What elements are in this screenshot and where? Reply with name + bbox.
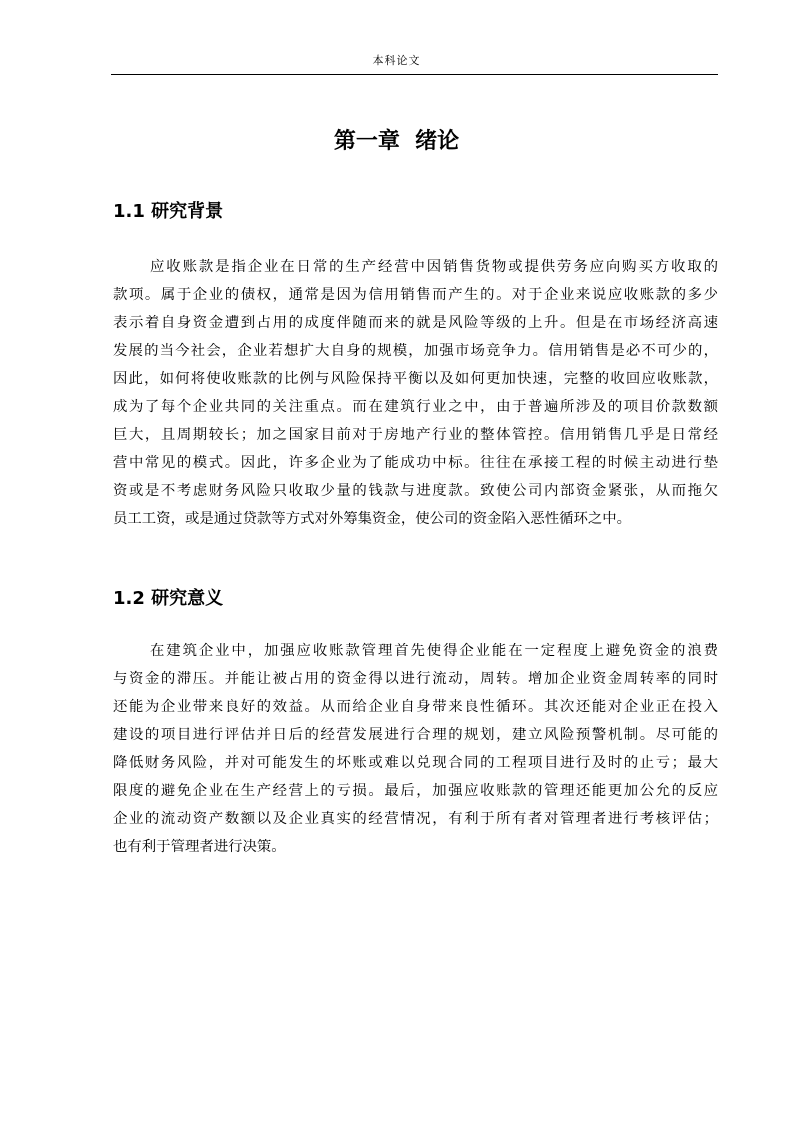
text-line: 企业的流动资产数额以及企业真实的经营情况，有利于所有者对管理者进行考核评估； bbox=[113, 811, 718, 827]
section-heading-significance: 1.2 研究意义 bbox=[113, 588, 224, 609]
header-text: 本科论文 bbox=[372, 54, 421, 67]
section-heading-background: 1.1 研究背景 bbox=[113, 201, 224, 222]
text-line: 发展的当今社会，企业若想扩大自身的规模，加强市场竞争力。信用销售是必不可少的， bbox=[113, 343, 718, 359]
header-divider bbox=[111, 74, 718, 75]
text-line: 建设的项目进行评估并日后的经营发展进行合理的规划，建立风险预警机制。尽可能的 bbox=[113, 727, 718, 743]
section-body-significance bbox=[113, 637, 718, 861]
text-line: 员工工资，或是通过贷款等方式对外筹集资金，使公司的资金陷入恶性循环之中。 bbox=[113, 511, 632, 527]
text-line: 也有利于管理者进行决策。 bbox=[113, 839, 286, 855]
text-line: 应收账款是指企业在日常的生产经营中因销售货物或提供劳务应向购买方收取的 bbox=[150, 259, 718, 275]
text-line: 限度的避免企业在生产经营上的亏损。最后，加强应收账款的管理还能更加公允的反应 bbox=[113, 783, 718, 799]
text-line: 款项。属于企业的债权，通常是因为信用销售而产生的。对于企业来说应收账款的多少 bbox=[113, 287, 718, 303]
text-line: 与资金的滞压。并能让被占用的资金得以进行流动，周转。增加企业资金周转率的同时 bbox=[113, 671, 718, 687]
chapter-title: 第一章 绪论 bbox=[333, 129, 460, 154]
section-body-background bbox=[113, 253, 718, 533]
text-line: 因此，如何将使收账款的比例与风险保持平衡以及如何更加快速，完整的收回应收账款， bbox=[113, 371, 718, 387]
text-line: 降低财务风险，并对可能发生的坏账或难以兑现合同的工程项目进行及时的止亏；最大 bbox=[113, 755, 718, 771]
text-line: 表示着自身资金遭到占用的成度伴随而来的就是风险等级的上升。但是在市场经济高速 bbox=[113, 315, 718, 331]
text-line: 在建筑企业中，加强应收账款管理首先使得企业能在一定程度上避免资金的浪费 bbox=[150, 643, 718, 659]
text-line: 资或是不考虑财务风险只收取少量的钱款与进度款。致使公司内部资金紧张，从而拖欠 bbox=[113, 483, 718, 499]
text-line: 巨大，且周期较长；加之国家目前对于房地产行业的整体管控。信用销售几乎是日常经 bbox=[113, 427, 718, 443]
text-line: 还能为企业带来良好的效益。从而给企业自身带来良性循环。其次还能对企业正在投入 bbox=[113, 699, 718, 715]
text-line: 成为了每个企业共同的关注重点。而在建筑行业之中，由于普遍所涉及的项目价款数额 bbox=[113, 399, 718, 415]
text-line: 营中常见的模式。因此，许多企业为了能成功中标。往往在承接工程的时候主动进行垫 bbox=[113, 455, 718, 471]
